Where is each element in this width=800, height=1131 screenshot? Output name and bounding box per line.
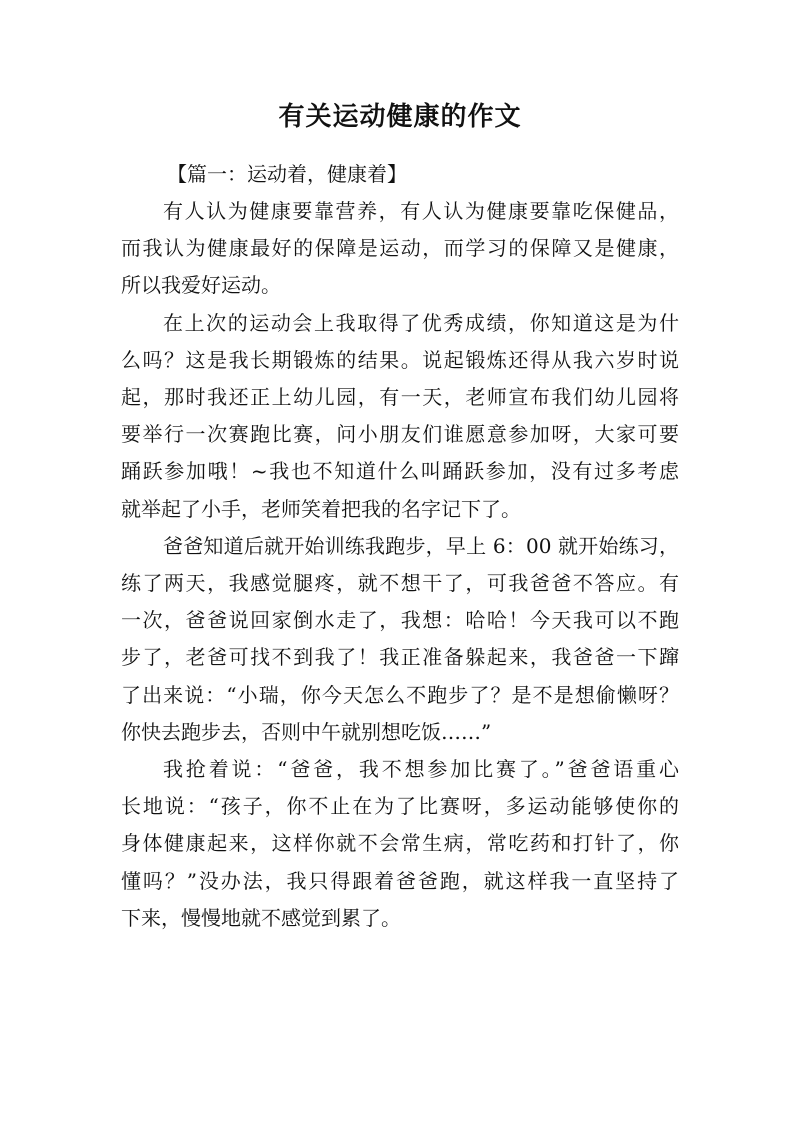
text-line: 了出来说：“小瑞，你今天怎么不跑步了？是不是想偷懒呀？ xyxy=(121,682,679,707)
text-line: 所以我爱好运动。 xyxy=(121,273,281,298)
text-line: 长地说：“孩子，你不止在为了比赛呀，多运动能够使你的 xyxy=(121,794,679,819)
text-line: 而我认为健康最好的保障是运动，而学习的保障又是健康， xyxy=(121,236,679,261)
document-title: 有关运动健康的作文 xyxy=(278,102,522,132)
text-line: 步了，老爸可找不到我了！我正准备躲起来，我爸爸一下蹿 xyxy=(121,645,679,670)
text-line: 你快去跑步去，否则中午就别想吃饭……” xyxy=(121,719,492,744)
text-line: 么吗？这是我长期锻炼的结果。说起锻炼还得从我六岁时说 xyxy=(121,347,679,372)
text-line: 踊跃参加哦！~我也不知道什么叫踊跃参加，没有过多考虑 xyxy=(121,459,679,484)
text-line: 我抢着说：“爸爸，我不想参加比赛了。”爸爸语重心 xyxy=(163,757,679,782)
text-line: 下来，慢慢地就不感觉到累了。 xyxy=(121,905,401,930)
text-line: 起，那时我还正上幼儿园，有一天，老师宣布我们幼儿园将 xyxy=(121,385,679,410)
document-body xyxy=(121,156,679,937)
text-line: 一次，爸爸说回家倒水走了，我想：哈哈！今天我可以不跑 xyxy=(121,608,679,633)
text-line: 爸爸知道后就开始训练我跑步，早上 6：00 就开始练习， xyxy=(163,533,679,558)
paragraph-1 xyxy=(121,193,679,305)
text-line: 就举起了小手，老师笑着把我的名字记下了。 xyxy=(121,496,521,521)
paragraph-4 xyxy=(121,751,679,937)
text-line: 身体健康起来，这样你就不会常生病，常吃药和打针了，你 xyxy=(121,831,679,856)
section-heading: 【篇一：运动着，健康着】 xyxy=(167,162,407,186)
paragraph-3 xyxy=(121,528,679,751)
text-line: 有人认为健康要靠营养，有人认为健康要靠吃保健品， xyxy=(163,199,679,223)
text-line: 要举行一次赛跑比赛，问小朋友们谁愿意参加呀，大家可要 xyxy=(121,422,679,447)
paragraph-2 xyxy=(121,305,679,528)
text-line: 懂吗？”没办法，我只得跟着爸爸跑，就这样我一直坚持了 xyxy=(121,868,679,893)
text-line: 练了两天，我感觉腿疼，就不想干了，可我爸爸不答应。有 xyxy=(121,571,679,596)
text-line: 在上次的运动会上我取得了优秀成绩，你知道这是为什 xyxy=(163,310,679,335)
